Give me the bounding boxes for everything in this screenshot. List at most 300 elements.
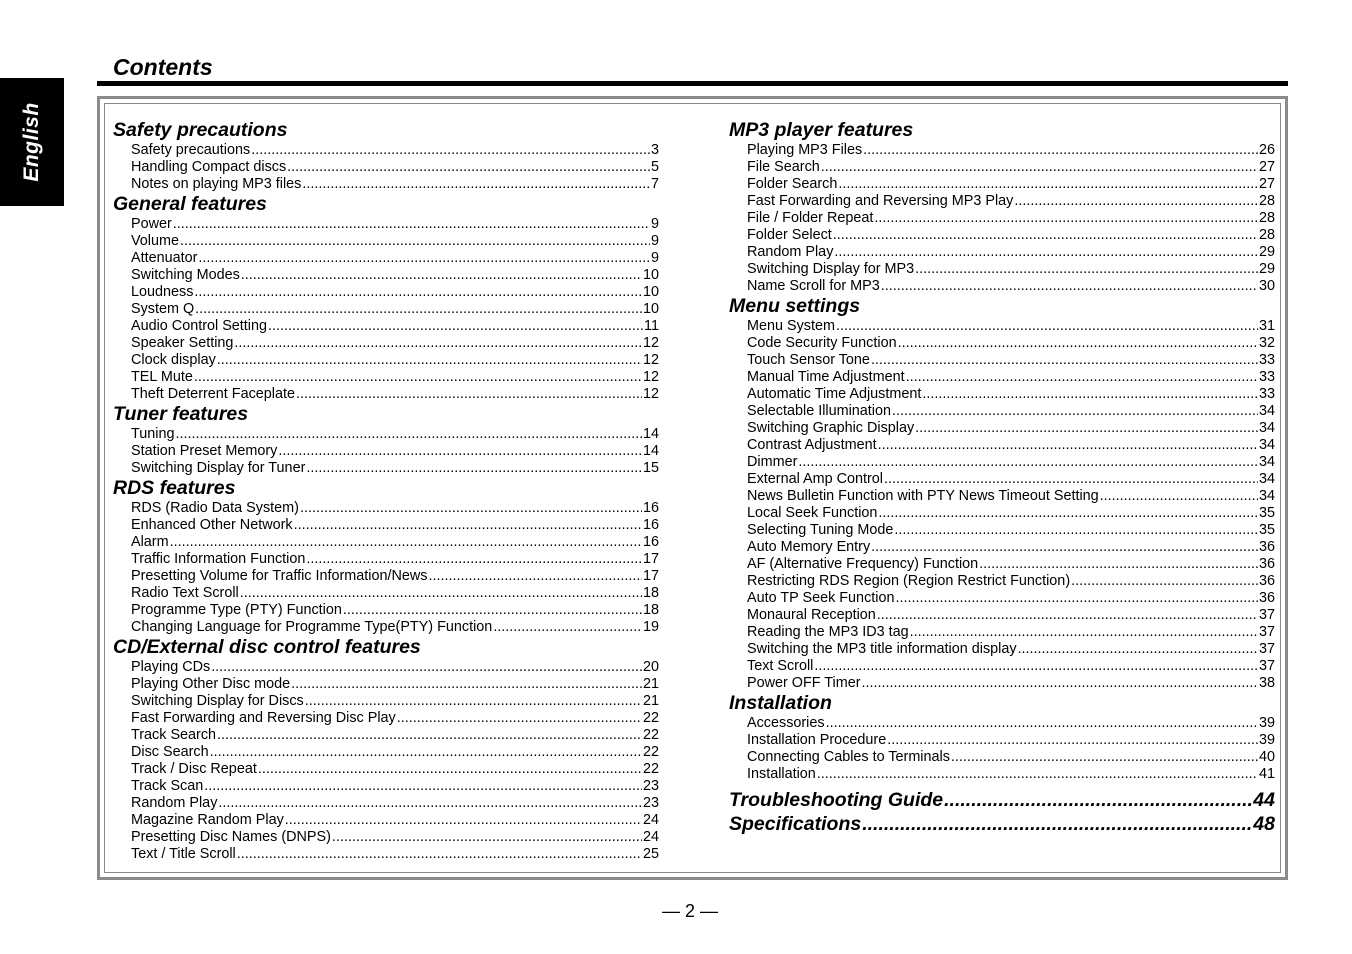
leader-dots — [894, 522, 1258, 539]
toc-entry-label: Random Play — [747, 244, 834, 260]
toc-entry-page: 33 — [1258, 386, 1275, 402]
toc-entry-page: 12 — [642, 369, 659, 385]
toc-entry-page: 30 — [1258, 278, 1275, 294]
toc-entry[interactable] — [729, 261, 1275, 278]
toc-entry-label: File / Folder Repeat — [747, 210, 874, 226]
leader-dots — [895, 590, 1258, 607]
toc-entry-label: Power OFF Timer — [747, 675, 861, 691]
leader-dots — [241, 267, 642, 284]
specifications-entry[interactable] — [729, 812, 1275, 836]
toc-entry[interactable] — [729, 454, 1275, 471]
toc-entry[interactable] — [729, 278, 1275, 295]
toc-entry[interactable] — [113, 659, 659, 676]
toc-entry[interactable] — [729, 641, 1275, 658]
toc-entry[interactable] — [113, 619, 659, 636]
leader-dots — [211, 659, 642, 676]
toc-entry-page: 33 — [1258, 352, 1275, 368]
leader-dots — [287, 159, 650, 176]
toc-entry[interactable] — [729, 210, 1275, 227]
toc-entry-label: Playing CDs — [131, 659, 211, 675]
leader-dots — [871, 539, 1258, 556]
toc-entry[interactable] — [113, 335, 659, 352]
leader-dots — [915, 261, 1258, 278]
toc-entry-label: Local Seek Function — [747, 505, 878, 521]
toc-entry[interactable] — [729, 159, 1275, 176]
leader-dots — [826, 715, 1258, 732]
section-title: Safety precautions — [113, 119, 288, 141]
leader-dots — [1100, 488, 1258, 505]
leader-dots — [218, 795, 642, 812]
toc-entry-page: 37 — [1258, 607, 1275, 623]
leader-dots — [332, 829, 642, 846]
leader-dots — [173, 216, 650, 233]
toc-entry-page: 20 — [642, 659, 659, 675]
section-general-features — [113, 193, 659, 403]
page-number: — 2 — — [661, 901, 718, 921]
toc-entry[interactable] — [113, 602, 659, 619]
toc-entry-label: Switching the MP3 title information display — [747, 641, 1017, 657]
leader-dots — [1014, 193, 1258, 210]
section-safety-precautions — [113, 119, 659, 193]
leader-dots — [878, 437, 1258, 454]
toc-entry-page: 21 — [642, 693, 659, 709]
toc-entry-page: 37 — [1258, 641, 1275, 657]
toc-entry-page: 35 — [1258, 522, 1275, 538]
toc-entry-label: Text / Title Scroll — [131, 846, 236, 862]
leader-dots — [814, 658, 1258, 675]
toc-entry-label: External Amp Control — [747, 471, 883, 487]
toc-entry-page: 38 — [1258, 675, 1275, 691]
toc-entry-page: 29 — [1258, 244, 1275, 260]
leader-dots — [251, 142, 650, 159]
toc-entry-label: Folder Select — [747, 227, 832, 243]
leader-dots — [291, 676, 642, 693]
leader-dots — [951, 749, 1258, 766]
section-title: Installation — [729, 692, 832, 714]
leader-dots — [428, 568, 642, 585]
toc-entry[interactable] — [729, 732, 1275, 749]
right-sections — [729, 119, 1275, 783]
toc-entry-label: Playing Other Disc mode — [131, 676, 291, 692]
toc-entry-label: Track Search — [131, 727, 217, 743]
toc-entry[interactable] — [729, 658, 1275, 675]
toc-entry-page: 15 — [642, 460, 659, 476]
leader-dots — [821, 159, 1258, 176]
leader-dots — [175, 426, 642, 443]
toc-entry-label: Track Scan — [131, 778, 204, 794]
toc-entry[interactable] — [113, 250, 659, 267]
leader-dots — [892, 403, 1258, 420]
toc-entry-label: Dimmer — [747, 454, 798, 470]
leader-dots — [836, 318, 1258, 335]
toc-entry-label: File Search — [747, 159, 820, 175]
toc-entry-label: Disc Search — [131, 744, 209, 760]
toc-entry-page: 34 — [1258, 437, 1275, 453]
toc-entry-label: Random Play — [131, 795, 218, 811]
toc-entry-label: Programme Type (PTY) Function — [131, 602, 342, 618]
leader-dots — [296, 386, 642, 403]
toc-entry[interactable] — [113, 676, 659, 693]
toc-entry-label: Volume — [131, 233, 179, 249]
toc-entry[interactable] — [729, 437, 1275, 454]
leader-dots — [834, 244, 1258, 261]
toc-entry-label: Presetting Disc Names (DNPS) — [131, 829, 331, 845]
specifications-label: Specifications — [729, 813, 862, 835]
toc-entry[interactable] — [113, 142, 659, 159]
leader-dots — [979, 556, 1258, 573]
toc-entry-label: Reading the MP3 ID3 tag — [747, 624, 909, 640]
toc-entry-label: Connecting Cables to Terminals — [747, 749, 950, 765]
section-title: Tuner features — [113, 403, 249, 425]
toc-entry-label: Switching Graphic Display — [747, 420, 915, 436]
toc-entry-label: Loudness — [131, 284, 194, 300]
section-title: General features — [113, 193, 267, 215]
toc-entry[interactable] — [729, 142, 1275, 159]
leader-dots — [258, 761, 642, 778]
toc-entry[interactable] — [113, 585, 659, 602]
toc-entry-page: 25 — [642, 846, 659, 862]
toc-entry-page: 16 — [642, 500, 659, 516]
leader-dots — [922, 386, 1258, 403]
toc-entry-label: Fast Forwarding and Reversing Disc Play — [131, 710, 396, 726]
toc-entry-page: 10 — [642, 267, 659, 283]
leader-dots — [887, 732, 1258, 749]
toc-entry[interactable] — [729, 193, 1275, 210]
toc-entry[interactable] — [729, 403, 1275, 420]
toc-entry[interactable] — [113, 460, 659, 477]
toc-entry-label: Monaural Reception — [747, 607, 876, 623]
toc-entry-label: Notes on playing MP3 files — [131, 176, 302, 192]
toc-entry[interactable] — [113, 517, 659, 534]
toc-entry[interactable] — [113, 426, 659, 443]
toc-entry-label: Text Scroll — [747, 658, 814, 674]
toc-entry-label: Switching Modes — [131, 267, 240, 283]
toc-entry-page: 14 — [642, 426, 659, 442]
toc-entry-page: 31 — [1258, 318, 1275, 334]
toc-entry-label: Magazine Random Play — [131, 812, 284, 828]
leader-dots — [874, 210, 1258, 227]
toc-entry-page: 5 — [650, 159, 659, 175]
leader-dots — [862, 675, 1258, 692]
leader-dots — [198, 250, 650, 267]
toc-entry[interactable] — [113, 761, 659, 778]
toc-entry[interactable] — [729, 386, 1275, 403]
leader-dots — [884, 471, 1258, 488]
leader-dots — [194, 284, 642, 301]
toc-entry-label: Clock display — [131, 352, 216, 368]
toc-entry-page: 28 — [1258, 193, 1275, 209]
leader-dots — [305, 693, 642, 710]
toc-entry[interactable] — [729, 369, 1275, 386]
toc-entry-page: 28 — [1258, 210, 1275, 226]
toc-entry[interactable] — [729, 675, 1275, 692]
leader-dots — [862, 812, 1252, 836]
toc-entry[interactable] — [729, 488, 1275, 505]
toc-entry[interactable] — [729, 573, 1275, 590]
toc-entry-label: Manual Time Adjustment — [747, 369, 905, 385]
leader-dots — [798, 454, 1258, 471]
toc-entry-label: TEL Mute — [131, 369, 193, 385]
toc-entry-page: 16 — [642, 534, 659, 550]
toc-entry-label: Selecting Tuning Mode — [747, 522, 894, 538]
toc-entry-page: 37 — [1258, 624, 1275, 640]
toc-entry[interactable] — [729, 749, 1275, 766]
toc-entry-page: 10 — [642, 301, 659, 317]
toc-entry-page: 36 — [1258, 556, 1275, 572]
leader-dots — [306, 460, 642, 477]
leader-dots — [195, 301, 642, 318]
leader-dots — [306, 551, 642, 568]
leader-dots — [898, 335, 1258, 352]
toc-entry-page: 22 — [642, 727, 659, 743]
toc-entry-label: Contrast Adjustment — [747, 437, 877, 453]
toc-entry-label: Speaker Setting — [131, 335, 234, 351]
toc-entry[interactable] — [729, 590, 1275, 607]
leader-dots — [294, 517, 642, 534]
toc-entry-page: 33 — [1258, 369, 1275, 385]
toc-entry[interactable] — [113, 744, 659, 761]
toc-entry-label: Installation — [747, 766, 816, 782]
toc-entry[interactable] — [113, 568, 659, 585]
section-rds-features — [113, 477, 659, 636]
toc-entry[interactable] — [113, 778, 659, 795]
toc-entry[interactable] — [113, 284, 659, 301]
contents-inner-frame — [104, 103, 1281, 873]
toc-entry[interactable] — [729, 607, 1275, 624]
leader-dots — [285, 812, 642, 829]
leader-dots — [302, 176, 650, 193]
toc-entry-label: News Bulletin Function with PTY News Timeout Setting — [747, 488, 1099, 504]
toc-entry-page: 22 — [642, 761, 659, 777]
toc-entry-label: Track / Disc Repeat — [131, 761, 257, 777]
toc-entry[interactable] — [113, 846, 659, 863]
toc-entry-page: 17 — [642, 551, 659, 567]
leader-dots — [204, 778, 642, 795]
toc-entry-label: Station Preset Memory — [131, 443, 278, 459]
toc-entry[interactable] — [729, 715, 1275, 732]
toc-entry-page: 36 — [1258, 573, 1275, 589]
toc-entry-page: 11 — [644, 318, 659, 334]
toc-entry-page: 17 — [642, 568, 659, 584]
toc-entry-page: 27 — [1258, 176, 1275, 192]
toc-entry-page: 12 — [642, 352, 659, 368]
section-title: RDS features — [113, 477, 236, 499]
toc-entry-label: Touch Sensor Tone — [747, 352, 870, 368]
leader-dots — [877, 607, 1258, 624]
toc-entry[interactable] — [729, 227, 1275, 244]
toc-entry[interactable] — [729, 471, 1275, 488]
language-tab — [0, 78, 64, 206]
toc-entry-page: 9 — [650, 250, 659, 266]
toc-entry[interactable] — [113, 534, 659, 551]
toc-entry-page: 9 — [650, 216, 659, 232]
toc-entry-label: Switching Display for MP3 — [747, 261, 915, 277]
leader-dots — [944, 788, 1252, 812]
toc-entry[interactable] — [113, 443, 659, 460]
toc-entry[interactable] — [729, 176, 1275, 193]
toc-entry-page: 36 — [1258, 539, 1275, 555]
toc-entry[interactable] — [729, 420, 1275, 437]
toc-entry-page: 41 — [1258, 766, 1275, 782]
toc-entry-page: 26 — [1258, 142, 1275, 158]
toc-entry-label: Name Scroll for MP3 — [747, 278, 880, 294]
toc-entry-page: 34 — [1258, 420, 1275, 436]
contents-frame — [97, 96, 1288, 880]
toc-entry-page: 27 — [1258, 159, 1275, 175]
toc-entry-page: 34 — [1258, 403, 1275, 419]
leader-dots — [871, 352, 1258, 369]
toc-entry-page: 23 — [642, 795, 659, 811]
toc-entry-label: Menu System — [747, 318, 835, 334]
toc-entry-page: 24 — [642, 812, 659, 828]
leader-dots — [397, 710, 642, 727]
toc-entry-label: RDS (Radio Data System) — [131, 500, 299, 516]
toc-entry-page: 22 — [642, 710, 659, 726]
toc-entry[interactable] — [729, 244, 1275, 261]
toc-entry-label: Accessories — [747, 715, 825, 731]
toc-entry-label: Safety precautions — [131, 142, 251, 158]
toc-entry-page: 39 — [1258, 732, 1275, 748]
leader-dots — [210, 744, 642, 761]
toc-entry-page: 39 — [1258, 715, 1275, 731]
leader-dots — [194, 369, 642, 386]
toc-entry-page: 40 — [1258, 749, 1275, 765]
toc-entry-label: Attenuator — [131, 250, 198, 266]
toc-entry-label: Power — [131, 216, 172, 232]
troubleshooting-entry[interactable] — [729, 788, 1275, 812]
toc-entry[interactable] — [729, 766, 1275, 783]
toc-entry-label: Radio Text Scroll — [131, 585, 239, 601]
toc-entry-page: 10 — [642, 284, 659, 300]
toc-entry[interactable] — [113, 159, 659, 176]
toc-entry-label: AF (Alternative Frequency) Function — [747, 556, 979, 572]
leader-dots — [915, 420, 1258, 437]
leader-dots — [343, 602, 642, 619]
toc-entry-label: Installation Procedure — [747, 732, 887, 748]
toc-entry-page: 23 — [642, 778, 659, 794]
toc-entry-page: 36 — [1258, 590, 1275, 606]
toc-entry[interactable] — [729, 539, 1275, 556]
toc-entry-page: 14 — [642, 443, 659, 459]
toc-entry[interactable] — [729, 335, 1275, 352]
toc-entry-label: Automatic Time Adjustment — [747, 386, 922, 402]
toc-entry-label: Handling Compact discs — [131, 159, 287, 175]
leader-dots — [881, 278, 1258, 295]
toc-entry[interactable] — [729, 352, 1275, 369]
troubleshooting-label: Troubleshooting Guide — [729, 789, 944, 811]
toc-entry-page: 28 — [1258, 227, 1275, 243]
toc-entry-page: 35 — [1258, 505, 1275, 521]
toc-entry-label: Auto TP Seek Function — [747, 590, 895, 606]
section-installation — [729, 692, 1275, 783]
leader-dots — [906, 369, 1258, 386]
toc-entry-label: Folder Search — [747, 176, 838, 192]
toc-entry-page: 18 — [642, 602, 659, 618]
toc-entry[interactable] — [113, 829, 659, 846]
leader-dots — [1071, 573, 1258, 590]
toc-entry[interactable] — [113, 233, 659, 250]
toc-entry[interactable] — [113, 216, 659, 233]
toc-entry-page: 34 — [1258, 454, 1275, 470]
section-title: MP3 player features — [729, 119, 914, 141]
toc-entry[interactable] — [113, 318, 659, 335]
section-cd-external-disc-control-features — [113, 636, 659, 863]
toc-entry[interactable] — [113, 369, 659, 386]
toc-entry[interactable] — [729, 522, 1275, 539]
toc-entry[interactable] — [729, 624, 1275, 641]
toc-entry-label: Switching Display for Discs — [131, 693, 304, 709]
leader-dots — [833, 227, 1258, 244]
section-title: Menu settings — [729, 295, 861, 317]
toc-entry[interactable] — [729, 505, 1275, 522]
section-mp3-player-features — [729, 119, 1275, 295]
toc-entry-page: 19 — [642, 619, 659, 635]
toc-entry-page: 29 — [1258, 261, 1275, 277]
toc-entry-page: 22 — [642, 744, 659, 760]
contents-left-column — [113, 119, 659, 863]
toc-entry-page: 34 — [1258, 488, 1275, 504]
toc-entry-label: Restricting RDS Region (Region Restrict Function) — [747, 573, 1071, 589]
section-title: CD/External disc control features — [113, 636, 421, 658]
section-tuner-features — [113, 403, 659, 477]
toc-entry-page: 37 — [1258, 658, 1275, 674]
toc-entry[interactable] — [113, 301, 659, 318]
leader-dots — [493, 619, 642, 636]
toc-entry-page: 12 — [642, 386, 659, 402]
toc-entry[interactable] — [113, 727, 659, 744]
toc-entry[interactable] — [113, 500, 659, 517]
toc-entry-page: 18 — [642, 585, 659, 601]
toc-entry[interactable] — [729, 318, 1275, 335]
leader-dots — [910, 624, 1258, 641]
language-label: English — [20, 102, 43, 182]
toc-entry-page: 34 — [1258, 471, 1275, 487]
toc-entry[interactable] — [113, 551, 659, 568]
leader-dots — [1018, 641, 1258, 658]
toc-entry[interactable] — [113, 693, 659, 710]
title-rule — [97, 81, 1288, 86]
toc-entry-page: 16 — [642, 517, 659, 533]
leader-dots — [234, 335, 642, 352]
toc-entry-label: Presetting Volume for Traffic Information/News — [131, 568, 428, 584]
toc-entry-label: Auto Memory Entry — [747, 539, 871, 555]
toc-entry-page: 9 — [650, 233, 659, 249]
toc-entry-label: Audio Control Setting — [131, 318, 267, 334]
toc-entry-label: Enhanced Other Network — [131, 517, 293, 533]
toc-entry-label: Playing MP3 Files — [747, 142, 863, 158]
toc-entry-page: 32 — [1258, 335, 1275, 351]
toc-entry-page: 24 — [642, 829, 659, 845]
leader-dots — [817, 766, 1258, 783]
toc-entry-label: System Q — [131, 301, 195, 317]
leader-dots — [838, 176, 1258, 193]
toc-entry[interactable] — [113, 386, 659, 403]
toc-entry[interactable] — [113, 812, 659, 829]
toc-entry[interactable] — [113, 710, 659, 727]
toc-entry[interactable] — [113, 176, 659, 193]
leader-dots — [278, 443, 642, 460]
toc-entry[interactable] — [113, 352, 659, 369]
toc-entry[interactable] — [729, 556, 1275, 573]
troubleshooting-page: 44 — [1253, 789, 1275, 811]
specifications-page: 48 — [1253, 813, 1275, 835]
toc-entry[interactable] — [113, 267, 659, 284]
contents-right-column — [729, 119, 1275, 836]
toc-entry[interactable] — [113, 795, 659, 812]
toc-entry-label: Code Security Function — [747, 335, 897, 351]
toc-entry-label: Selectable Illumination — [747, 403, 891, 419]
section-menu-settings — [729, 295, 1275, 692]
